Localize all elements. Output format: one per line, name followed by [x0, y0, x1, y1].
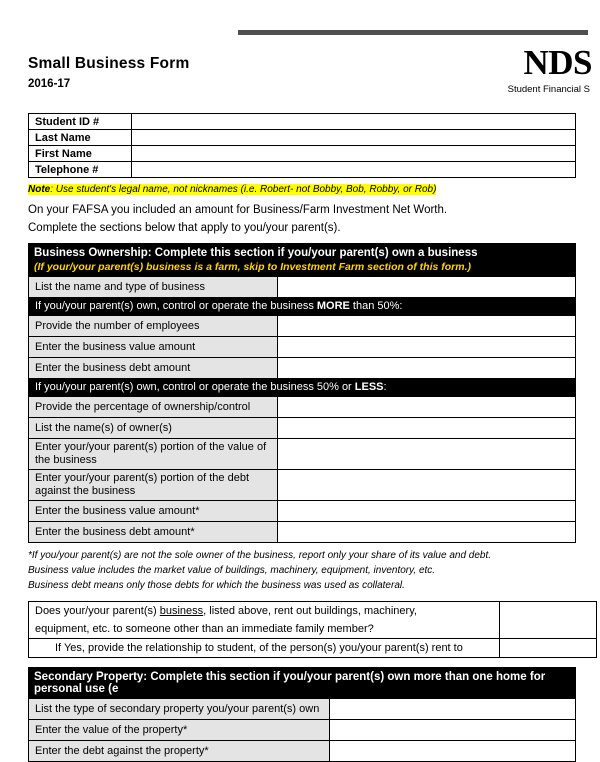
portion-debt-label: Enter your/your parent(s) portion of the debt against the business: [29, 470, 278, 501]
portion-debt-input[interactable]: [278, 470, 576, 501]
student-id-input[interactable]: [132, 114, 576, 130]
brand-logo: NDS: [523, 43, 592, 82]
intro-line-1: On your FAFSA you included an amount for Business/Farm Investment Net Worth.: [28, 204, 448, 216]
document-header: [28, 43, 592, 107]
less-bar-bold: LESS: [354, 381, 384, 393]
business-debt-star-input[interactable]: [278, 522, 576, 543]
rent-q-underline: business: [159, 605, 204, 617]
business-ownership-heading-rest: Complete this section if you/your parent(s) own a business: [151, 247, 478, 259]
employees-label: Provide the number of employees: [29, 316, 278, 337]
employees-input[interactable]: [278, 316, 576, 337]
business-value-input[interactable]: [278, 337, 576, 358]
secondary-debt-input[interactable]: [330, 741, 576, 762]
rent-q-pre: Does your/your parent(s): [35, 605, 160, 617]
table-row: [29, 602, 597, 621]
rent-question-line-2: equipment, etc. to someone other than an immediate family member?: [29, 620, 500, 639]
less-than-50-bar: [28, 379, 576, 396]
less-bar-pre: If you/your parent(s) own, control or operate the business 50% or: [35, 381, 355, 393]
form-sheet: [28, 30, 592, 757]
legal-name-note: [28, 184, 588, 195]
page-title: Small Business Form: [28, 55, 190, 72]
business-debt-star-label: Enter the business debt amount*: [29, 522, 278, 543]
student-id-label: Student ID #: [29, 114, 132, 130]
table-row: [29, 522, 576, 543]
table-row: [29, 439, 576, 470]
first-name-label: First Name: [29, 146, 132, 162]
rent-q-post: , listed above, rent out buildings, machinery,: [203, 605, 417, 617]
owner-names-label: List the name(s) of owner(s): [29, 418, 278, 439]
portion-value-label: Enter your/your parent(s) portion of the value of the business: [29, 439, 278, 470]
secondary-property-header: [28, 667, 576, 698]
secondary-value-input[interactable]: [330, 720, 576, 741]
more-than-50-rows: [28, 315, 576, 379]
rent-question-answer-input[interactable]: [500, 602, 597, 639]
rent-question-box: [28, 601, 597, 658]
table-row: [29, 358, 576, 379]
telephone-input[interactable]: [132, 162, 576, 178]
more-bar-pre: If you/your parent(s) own, control or operate the business: [35, 300, 317, 312]
secondary-property-heading-rest: Complete this section if you/your parent(s) own more than one home for personal use (e: [34, 671, 546, 695]
business-value-star-label: Enter the business value amount*: [29, 501, 278, 522]
brand-block: [508, 45, 592, 96]
business-debt-input[interactable]: [278, 358, 576, 379]
table-row: [29, 470, 576, 501]
rent-relationship-label: If Yes, provide the relationship to student, of the person(s) you/your parent(s) rent to: [29, 639, 500, 658]
rent-question-line-1: [29, 602, 500, 621]
table-row: [29, 162, 576, 178]
business-ownership-header: [28, 243, 576, 276]
brand-subtitle: Student Financial S: [507, 84, 590, 95]
more-bar-post: than 50%:: [349, 300, 403, 312]
student-info-table: [28, 113, 576, 178]
table-row: [29, 639, 597, 658]
last-name-label: Last Name: [29, 130, 132, 146]
table-row: [29, 397, 576, 418]
more-bar-bold: MORE: [316, 300, 350, 312]
ownership-percentage-input[interactable]: [278, 397, 576, 418]
table-row: [29, 277, 576, 298]
last-name-input[interactable]: [132, 130, 576, 146]
secondary-type-label: List the type of secondary property you/your parent(s) own: [29, 699, 330, 720]
business-ownership-heading: Business Ownership:: [34, 247, 152, 259]
secondary-debt-label: Enter the debt against the property*: [29, 741, 330, 762]
table-row: [29, 114, 576, 130]
secondary-property-heading: Secondary Property:: [34, 671, 148, 683]
note-word: Note: [28, 184, 51, 195]
telephone-label: Telephone #: [29, 162, 132, 178]
business-value-star-input[interactable]: [278, 501, 576, 522]
header-rule: [238, 30, 588, 35]
business-name-input[interactable]: [278, 277, 576, 298]
rent-relationship-input[interactable]: [500, 639, 597, 658]
note-text: : Use student's legal name, not nicknames (i.e. Robert- not Bobby, Bob, Robby, or Rob): [50, 184, 437, 195]
business-footnotes: [28, 548, 588, 593]
secondary-property-rows: [28, 698, 576, 762]
table-row: [29, 130, 576, 146]
more-than-50-bar: [28, 298, 576, 315]
table-row: [29, 501, 576, 522]
less-bar-post: :: [383, 381, 387, 393]
footnote-1: *If you/your parent(s) are not the sole owner of the business, report only your share of its value and debt.: [28, 550, 492, 561]
first-name-input[interactable]: [132, 146, 576, 162]
intro-line-2: Complete the sections below that apply to you/your parent(s).: [28, 222, 341, 234]
footnote-2: Business value includes the market value of buildings, machinery, equipment, inventory, etc.: [28, 565, 436, 576]
portion-value-input[interactable]: [278, 439, 576, 470]
secondary-type-input[interactable]: [330, 699, 576, 720]
table-row: [29, 699, 576, 720]
business-ownership-subheading: (If your/your parent(s) business is a farm, skip to Investment Farm section of this form.): [34, 261, 472, 273]
business-name-label: List the name and type of business: [29, 277, 278, 298]
business-name-row-table: [28, 276, 576, 298]
business-value-label: Enter the business value amount: [29, 337, 278, 358]
table-row: [29, 720, 576, 741]
business-debt-label: Enter the business debt amount: [29, 358, 278, 379]
table-row: [29, 316, 576, 337]
owner-names-input[interactable]: [278, 418, 576, 439]
table-row: [29, 741, 576, 762]
table-row: [29, 146, 576, 162]
less-than-50-rows: [28, 396, 576, 543]
ownership-percentage-label: Provide the percentage of ownership/control: [29, 397, 278, 418]
table-row: [29, 337, 576, 358]
form-year: 2016-17: [28, 78, 71, 90]
table-row: [29, 418, 576, 439]
footnote-3: Business debt means only those debts for which the business was used as collateral.: [28, 580, 405, 591]
secondary-value-label: Enter the value of the property*: [29, 720, 330, 741]
